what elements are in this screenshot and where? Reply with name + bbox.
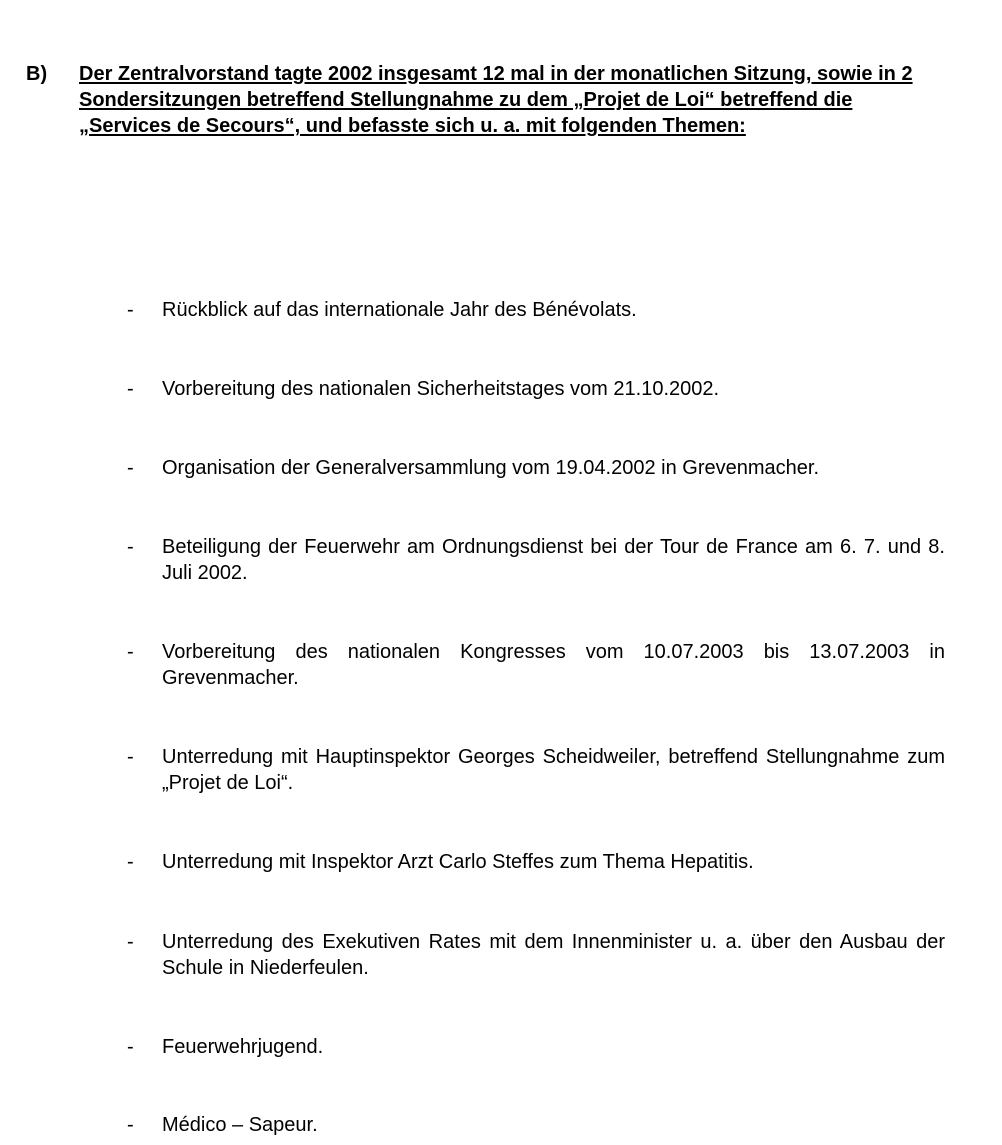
list-item-text: Organisation der Generalversammlung vom 19.04.2002 in Grevenmacher. — [162, 457, 820, 479]
section-heading: Der Zentralvorstand tagte 2002 insgesamt 12 mal in der monatlichen Sitzung, sowie in 2 Sondersitzungen betreffend Stellungnahme zu dem „Projet de Loi“ betreffend die „Services de Secours“, und befasste sich u. a. mit folgenden Themen: — [79, 63, 913, 137]
list-bullet: - — [127, 378, 134, 400]
list-bullet: - — [127, 1036, 134, 1058]
list-item-text: Unterredung mit Hauptinspektor Georges Scheidweiler, betreffend Stellungnahme zum „Projet de Loi“. — [162, 746, 945, 794]
list-bullet: - — [127, 536, 134, 558]
list-item-text: Unterredung des Exekutiven Rates mit dem Innenminister u. a. über den Ausbau der Schule in Niederfeulen. — [162, 931, 945, 979]
list-bullet: - — [127, 931, 134, 953]
list-item-text: Vorbereitung des nationalen Kongresses vom 10.07.2003 bis 13.07.2003 in Grevenmacher. — [162, 641, 945, 689]
list-bullet: - — [127, 851, 134, 873]
list-item-text: Médico – Sapeur. — [162, 1114, 318, 1136]
list-item-text: Vorbereitung des nationalen Sicherheitstages vom 21.10.2002. — [162, 378, 720, 400]
list-item-text: Unterredung mit Inspektor Arzt Carlo Steffes zum Thema Hepatitis. — [162, 851, 754, 873]
list-bullet: - — [127, 457, 134, 479]
list-item-text: Rückblick auf das internationale Jahr des Bénévolats. — [162, 299, 637, 321]
section-marker: B) — [26, 63, 48, 85]
list-bullet: - — [127, 746, 134, 768]
list-item-text: Feuerwehrjugend. — [162, 1036, 324, 1058]
list-item-text: Beteiligung der Feuerwehr am Ordnungsdienst bei der Tour de France am 6. 7. und 8. Juli 2002. — [162, 536, 945, 584]
list-bullet: - — [127, 1114, 134, 1136]
list-bullet: - — [127, 299, 134, 321]
list-bullet: - — [127, 641, 134, 663]
